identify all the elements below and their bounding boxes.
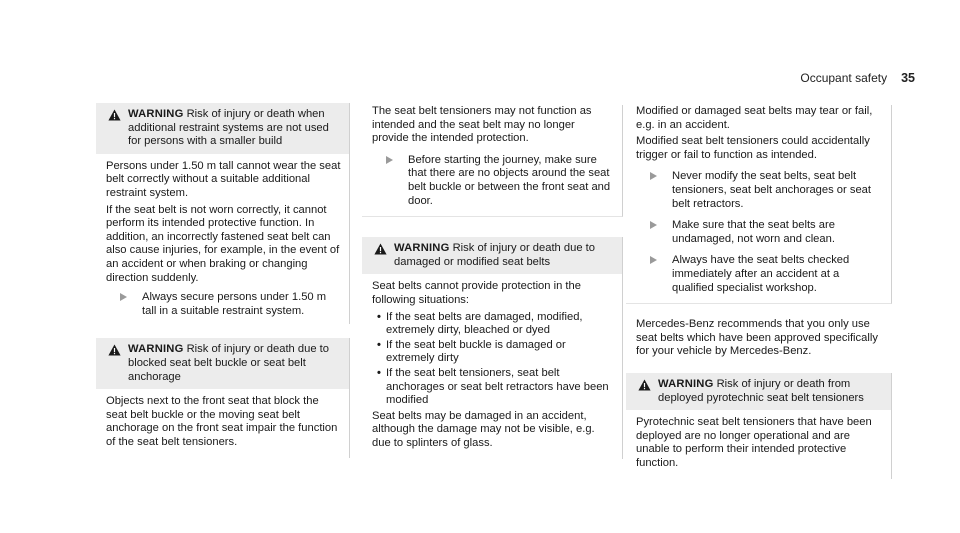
bullet-icon: • — [377, 366, 381, 379]
warning-label: WARNING — [658, 377, 714, 390]
bullet-icon: • — [377, 338, 381, 351]
action-arrow-icon — [636, 254, 672, 295]
warning-body — [362, 274, 622, 459]
warning-header — [362, 237, 622, 274]
action-arrow-icon — [106, 291, 142, 318]
action-item — [636, 219, 883, 246]
warning-heading: Risk of injury or death due to blocked seat belt buckle or seat belt anchorage — [128, 343, 329, 383]
warning-body — [96, 154, 349, 325]
warning-triangle-icon — [106, 343, 122, 356]
warning-paragraph: Seat belts may be damaged in an accident, although the damage may not be visible, e.g. due to splinters of glass. — [372, 409, 595, 449]
action-item — [372, 154, 614, 208]
warning-paragraph: If the seat belt is not worn correctly, it cannot perform its intended protective function. In addition, an incorrectly fastened seat belt can also cause injuries, for example, in the event of an accident or when braking or changing direction suddenly. — [106, 203, 340, 284]
warning-triangle-icon — [372, 242, 388, 255]
action-item — [636, 170, 883, 211]
action-arrow-icon — [636, 170, 672, 211]
warning-paragraph: Objects next to the front seat that block the seat belt buckle or the moving seat belt anchorage on the front seat impair the function of the seat belt tensioners. — [106, 395, 338, 448]
list-item — [372, 339, 614, 366]
warning-header — [626, 373, 891, 410]
warning-paragraph: Persons under 1.50 m tall cannot wear the seat belt correctly without a suitable additional restraint system. — [106, 159, 341, 199]
warning-triangle-icon — [636, 378, 652, 391]
warning-heading: Risk of injury or death due to damaged or modified seat belts — [394, 242, 595, 268]
warning-box-damaged-belts — [362, 237, 623, 459]
warning-body — [96, 389, 349, 458]
warning-heading: Risk of injury or death from deployed pyrotechnic seat belt tensioners — [658, 377, 864, 404]
action-item — [106, 291, 341, 318]
action-arrow-icon — [372, 154, 408, 208]
warning-body — [626, 410, 891, 479]
warning-label: WARNING — [394, 242, 450, 255]
warning-header — [96, 103, 349, 154]
warning-continuation — [626, 105, 892, 304]
list-item-text: If the seat belts are damaged, modified, extremely dirty, bleached or dyed — [386, 310, 583, 337]
warning-paragraph: Pyrotechnic seat belt tensioners that have been deployed are no longer operational and are unable to perform their intended protective function. — [636, 416, 872, 469]
page-number: 35 — [901, 71, 915, 85]
warning-paragraph: Modified or damaged seat belts may tear or fail, e.g. in an accident. — [636, 105, 873, 131]
page-header — [800, 72, 915, 86]
recommendation-paragraph: Mercedes-Benz recommends that you only use seat belts which have been approved specifically for your vehicle by Mercedes-Benz. — [636, 318, 878, 358]
warning-paragraph: Modified seat belt tensioners could accidentally trigger or fail to function as intended. — [636, 135, 870, 161]
list-item-text: If the seat belt buckle is damaged or extremely dirty — [386, 338, 566, 365]
warning-box-blocked-buckle — [96, 338, 350, 458]
warning-paragraph: Seat belts cannot provide protection in the following situations: — [372, 280, 581, 306]
warning-triangle-icon — [106, 108, 122, 121]
action-text: Make sure that the seat belts are undamaged, not worn and clean. — [672, 219, 835, 245]
warning-label: WARNING — [128, 108, 184, 120]
action-text: Always secure persons under 1.50 m tall in a suitable restraint system. — [142, 291, 327, 317]
list-item-text: If the seat belt tensioners, seat belt anchorages or seat belt retractors have been modified — [386, 366, 609, 407]
action-text: Always have the seat belts checked immediately after an accident at a qualified specialist workshop. — [672, 254, 850, 294]
action-item — [636, 254, 883, 295]
column-2 — [362, 105, 623, 459]
warning-header — [96, 338, 349, 389]
column-3 — [626, 105, 892, 479]
warning-box-pyrotechnic — [626, 373, 892, 480]
action-text: Before starting the journey, make sure that there are no objects around the seat belt buckle or between the front seat and door. — [408, 153, 611, 207]
list-item — [372, 311, 614, 338]
warning-box-child-restraint — [96, 103, 350, 324]
warning-paragraph: The seat belt tensioners may not function as intended and the seat belt may no longer provide the intended protection. — [372, 105, 592, 145]
action-text: Never modify the seat belts, seat belt tensioners, seat belt anchorages or seat belt retractors. — [672, 170, 872, 210]
column-1 — [96, 103, 350, 458]
section-title: Occupant safety — [800, 71, 888, 85]
list-item — [372, 367, 614, 408]
action-arrow-icon — [636, 219, 672, 246]
warning-label: WARNING — [128, 343, 184, 356]
warning-continuation — [362, 105, 623, 217]
warning-heading: Risk of injury or death when additional restraint systems are not used for persons with a smaller build — [128, 108, 329, 148]
bullet-icon: • — [377, 310, 381, 323]
